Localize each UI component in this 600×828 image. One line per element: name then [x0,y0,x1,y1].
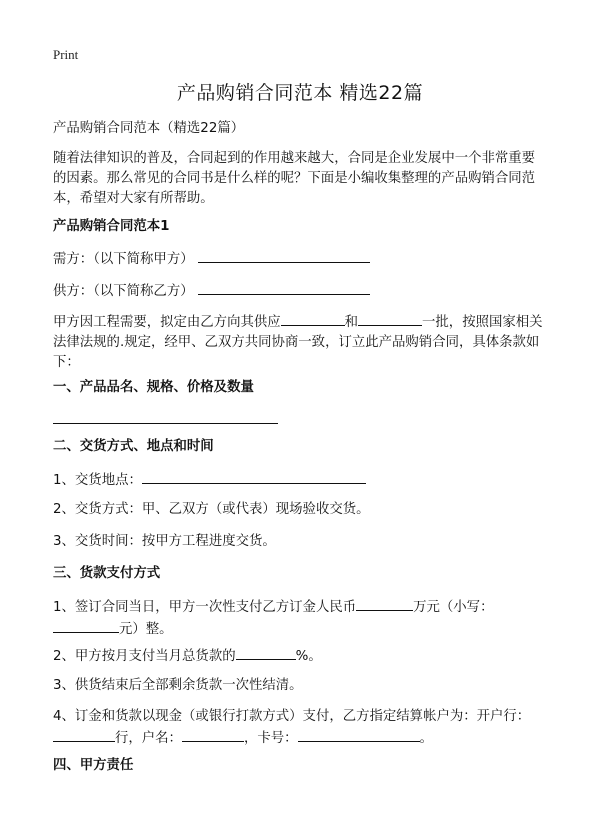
payment-4-bank-blank [53,727,115,742]
section-2-heading: 二、交货方式、地点和时间 [53,439,214,454]
delivery-place-label: 1、交货地点： [53,473,142,488]
preamble-text-2: 和 [344,315,359,330]
payment-4-text-3: ，卡号： [243,731,298,746]
intro-paragraph: 随着法律知识的普及，合同起到的作用越来越大，合同是企业发展中一个非常重要的因素。那么常见的合同书是什么样的呢？下面是小编收集整理的产品购销合同范本，希望对大家有所帮助。 [53,151,536,206]
seller-label: 供方：（以下简称乙方） [53,284,194,299]
seller-blank [198,280,370,295]
payment-1-blank-1 [356,596,413,611]
payment-4-text-1: 4、订金和货款以现金（或银行打款方式）支付，乙方指定结算帐户为：开户行： [53,709,531,724]
delivery-place-blank [142,469,366,484]
buyer-blank [198,248,370,263]
preamble-text-1: 甲方因工程需要，拟定由乙方向其供应 [53,315,281,330]
preamble-paragraph [53,311,548,373]
delivery-place-line [53,469,366,491]
payment-4-card-blank [298,727,420,742]
print-link[interactable]: Print [53,47,79,62]
buyer-label: 需方：（以下简称甲方） [53,252,194,267]
payment-4-text-4: 。 [419,731,433,746]
preamble-text-3: 一批，按照国家相关法律法规的.规定，经甲、乙双方共同协商一致，订立此产品购销合同，具体条款如下： [53,315,543,370]
delivery-method-line: 2、交货方式：甲、乙双方（或代表）现场验收交货。 [53,502,370,517]
payment-1-blank-2 [53,618,119,633]
payment-4-paragraph [53,707,548,749]
payment-2-text-2: %。 [295,649,322,664]
section-1-blank [53,423,278,424]
payment-2-text-1: 2、甲方按月支付当月总货款的 [53,649,236,664]
section-1-heading: 一、产品品名、规格、价格及数量 [53,380,254,395]
preamble-blank-2 [358,311,422,326]
payment-1-text-1: 1、签订合同当日，甲方一次性支付乙方订金人民币 [53,600,357,615]
buyer-line [53,248,370,270]
section-3-heading: 三、货款支付方式 [53,566,161,581]
payment-1-text-3: 元）整。 [119,622,173,637]
payment-3-line: 3、供货结束后全部剩余货款一次性结清。 [53,678,303,693]
seller-line [53,280,370,302]
payment-1-text-2: 万元（小写： [413,600,494,615]
payment-4-text-2: 行，户名： [115,731,182,746]
payment-4-name-blank [182,727,244,742]
payment-1-paragraph [53,596,548,640]
payment-2-line [53,645,322,667]
preamble-blank-1 [281,311,345,326]
contract-heading: 产品购销合同范本1 [53,219,170,234]
payment-2-blank [236,645,296,660]
document-title: 产品购销合同范本 精选22篇 [176,82,424,104]
delivery-time-line: 3、交货时间：按甲方工程进度交货。 [53,534,276,549]
section-4-heading: 四、甲方责任 [53,758,134,773]
document-subtitle: 产品购销合同范本（精选22篇） [53,121,245,136]
